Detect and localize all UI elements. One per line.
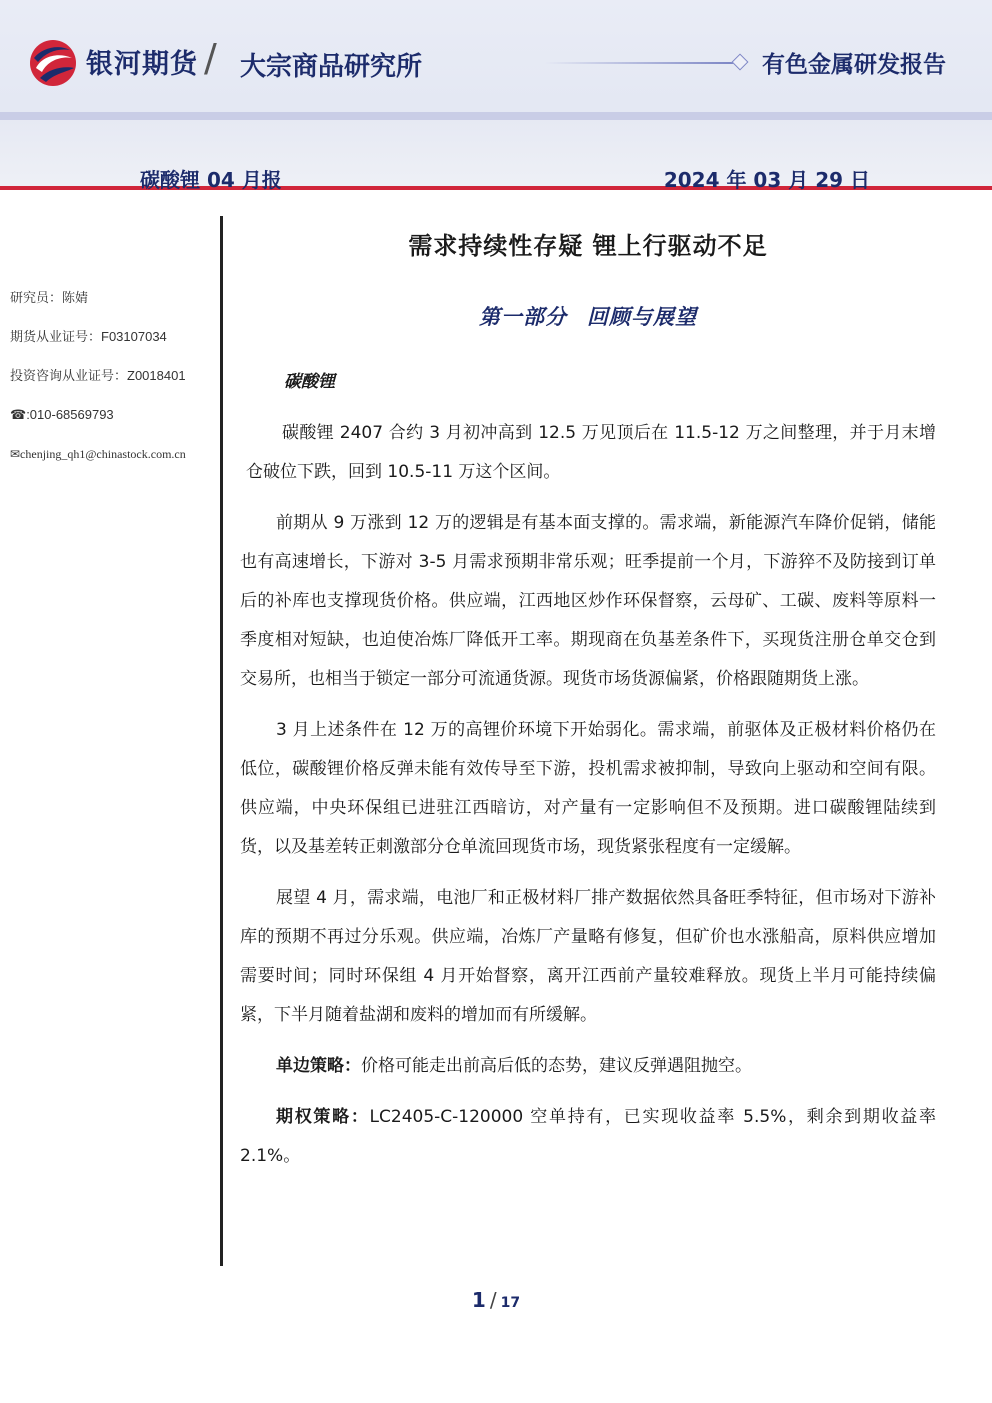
- strategy-single: [240, 1047, 936, 1086]
- part-label: 第一部分: [479, 305, 567, 329]
- report-body: [240, 222, 936, 1176]
- sidebar-divider: [220, 216, 223, 1266]
- paragraph-review: 碳酸锂 2407 合约 3 月初冲高到 12.5 万见顶后在 11.5-12 万之间整理，并于月末增仓破位下跌，回到 10.5-11 万这个区间。: [246, 423, 936, 482]
- section-heading: 碳酸锂: [284, 372, 335, 392]
- email-address: ✉chenjing_qh1@chinastock.com.cn: [10, 447, 186, 461]
- strategy-option: [240, 1098, 936, 1176]
- header-band: [0, 112, 992, 120]
- strategy-single-label: 单边策略：: [276, 1056, 361, 1076]
- paragraph-weakening: 3 月上述条件在 12 万的高锂价环境下开始弱化。需求端，前驱体及正极材料价格仍在低位，碳酸锂价格反弹未能有效传导至下游，投机需求被抑制，导致向上驱动和空间有限。供应端，中央环保组已进驻江西暗访，对产量有一定影响但不及预期。进口碳酸锂陆续到货，以及基差转正刺激部分仓单流回现货市场，现货紧张程度有一定缓解。: [240, 720, 936, 857]
- total-pages: 17: [500, 1295, 521, 1311]
- paragraph-outlook: 展望 4 月，需求端，电池厂和正极材料厂排产数据依然具备旺季特征，但市场对下游补库的预期不再过分乐观。供应端，冶炼厂产量略有修复，但矿价也水涨船高，原料供应增加需要时间；同时环保组 4 月开始督察，离开江西前产量较难释放。现货上半月可能持续偏紧，下半月随着盐湖和废料的增加而有所缓解。: [240, 888, 936, 1025]
- part-heading: [240, 301, 936, 331]
- researcher-name: 研究员：陈婧: [10, 290, 89, 305]
- page-separator: /: [489, 1288, 497, 1312]
- part-title: 回顾与展望: [587, 305, 697, 329]
- phone-number: ☎:010-68569793: [10, 407, 114, 422]
- author-sidebar: [10, 288, 215, 483]
- paragraph-drivers: 前期从 9 万涨到 12 万的逻辑是有基本面支撑的。需求端，新能源汽车降价促销，储能也有高速增长，下游对 3-5 月需求预期非常乐观；旺季提前一个月，下游猝不及防接到订单后的补库也支撑现货价格。供应端，江西地区炒作环保督察，云母矿、工碳、废料等原料一季度相对短缺，也迫使冶炼厂降低开工率。期现商在负基差条件下，买现货注册仓单交仓到交易所，也相当于锁定一部分可流通货源。现货市场货源偏紧，价格跟随期货上涨。: [240, 513, 936, 689]
- institute-name: 大宗商品研究所: [240, 52, 423, 82]
- futures-license: 期货从业证号：F03107034: [10, 329, 167, 344]
- report-header: [0, 0, 992, 190]
- page-indicator: [0, 1288, 992, 1312]
- consult-license: 投资咨询从业证号：Z0018401: [10, 368, 186, 383]
- strategy-single-text: 价格可能走出前高后低的态势，建议反弹遇阻抛空。: [361, 1056, 752, 1076]
- report-name: 碳酸锂 04 月报: [140, 168, 282, 192]
- brand-name: 银河期货: [86, 49, 198, 80]
- header-decor-line: [545, 62, 733, 64]
- strategy-option-label: 期权策略：: [276, 1107, 370, 1127]
- strategy-option-text: LC2405-C-120000 空单持有，已实现收益率 5.5%，剩余到期收益率 2.1%。: [240, 1107, 936, 1166]
- report-date: 2024 年 03 月 29 日: [663, 168, 870, 192]
- diamond-icon: [732, 54, 749, 71]
- current-page: 1: [471, 1288, 486, 1312]
- header-slash: /: [204, 36, 217, 80]
- yinhe-logo-icon: [28, 38, 78, 88]
- page-title: 需求持续性存疑 锂上行驱动不足: [408, 232, 768, 260]
- report-type: 有色金属研发报告: [762, 52, 946, 78]
